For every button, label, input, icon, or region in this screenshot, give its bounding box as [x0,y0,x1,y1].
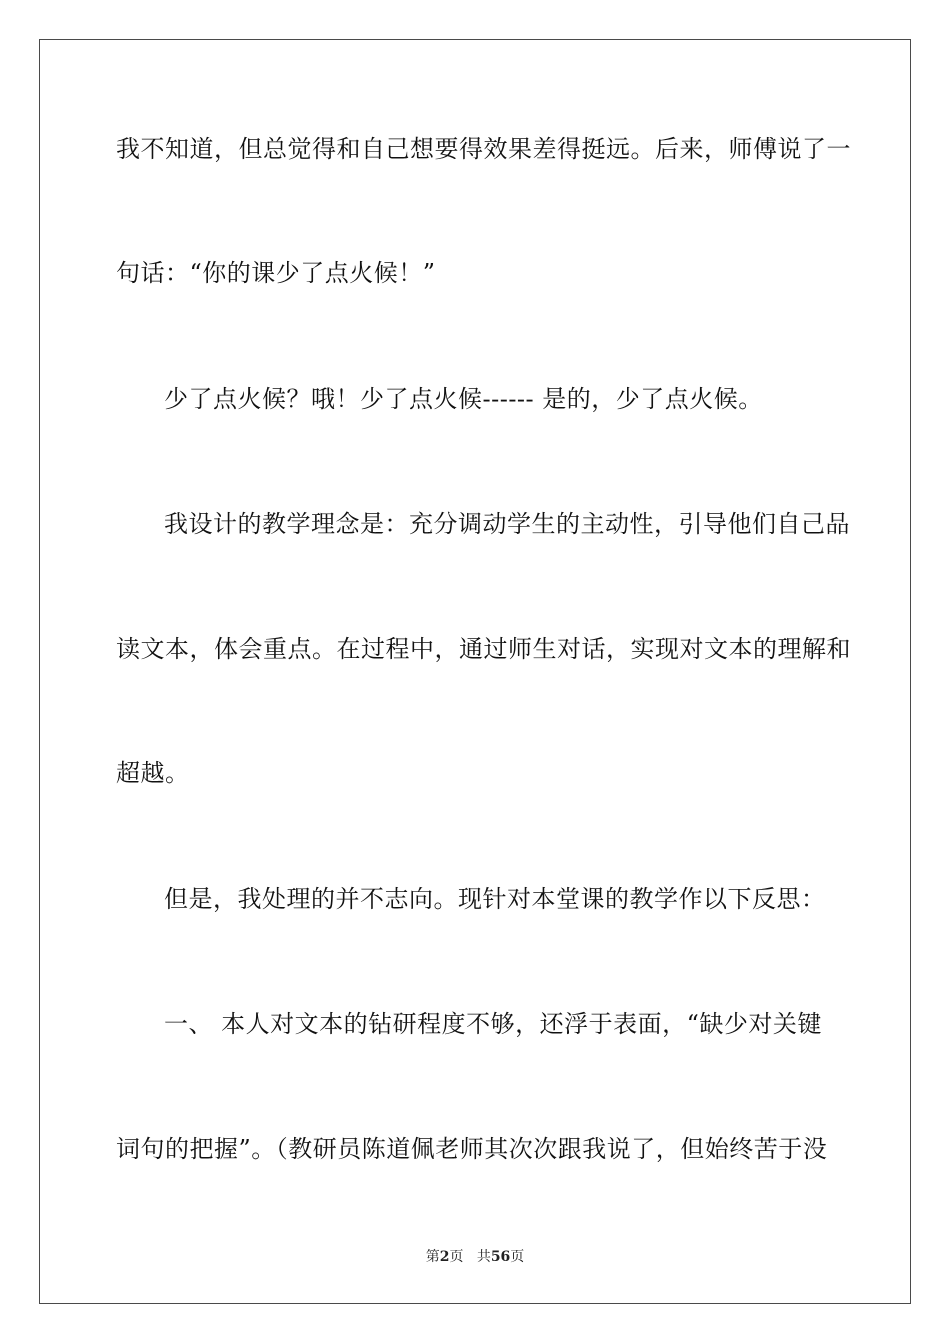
body-line-6: 超越。 [116,759,190,787]
footer-page-number: 2 [439,1249,450,1265]
footer-page-prefix: 第 [425,1249,440,1265]
footer-total-prefix: 共 [476,1249,491,1265]
page-border [39,39,911,1304]
footer-page-suffix: 页 [449,1249,464,1265]
footer-total-pages: 56 [490,1249,511,1265]
body-line-5: 读文本，体会重点。在过程中，通过师生对话，实现对文本的理解和 [116,635,851,663]
page-footer [0,1248,950,1266]
body-line-2: 句话：“你的课少了点火候！” [116,259,436,287]
body-line-8: 一、 本人对文本的钻研程度不够，还浮于表面，“缺少对关键 [164,1010,822,1038]
footer-total-suffix: 页 [510,1249,525,1265]
body-line-4: 我设计的教学理念是：充分调动学生的主动性，引导他们自己品 [164,510,850,538]
body-line-9: 词句的把握”。（教研员陈道佩老师其次次跟我说了，但始终苦于没 [116,1135,828,1163]
body-line-3: 少了点火候？哦！少了点火候------ 是的，少了点火候。 [164,385,763,413]
body-line-7: 但是，我处理的并不志向。现针对本堂课的教学作以下反思： [164,885,826,913]
body-line-1: 我不知道，但总觉得和自己想要得效果差得挺远。后来，师傅说了一 [116,135,851,163]
